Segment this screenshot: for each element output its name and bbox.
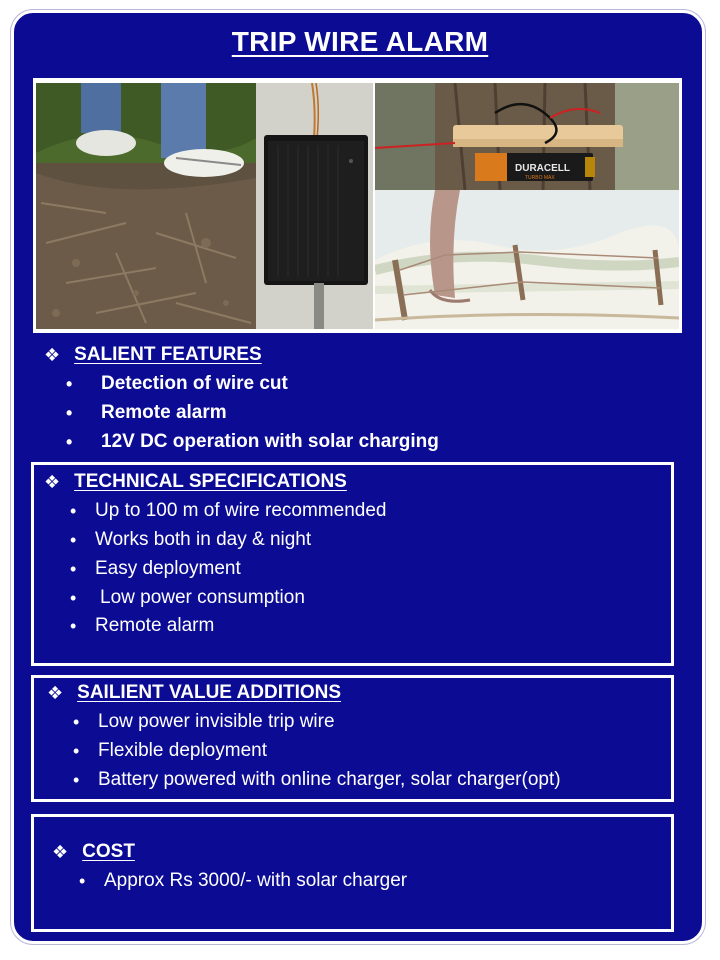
dot-bullet-icon: •: [66, 431, 73, 452]
list-item-text: Easy deployment: [95, 558, 241, 579]
list-item: [70, 529, 311, 551]
list-item: [66, 402, 227, 424]
value-additions-heading: SAILIENT VALUE ADDITIONS: [77, 682, 342, 703]
list-item: [73, 769, 561, 791]
section-heading-technical-specifications: [44, 471, 347, 493]
photo-foot-trail: [36, 83, 256, 329]
dot-bullet-icon: •: [70, 558, 77, 579]
list-item: [70, 587, 305, 609]
dot-bullet-icon: •: [66, 402, 73, 423]
list-item-text: Works both in day & night: [95, 529, 312, 550]
list-item-text: Detection of wire cut: [101, 373, 288, 394]
dot-bullet-icon: •: [66, 373, 73, 394]
diamond-bullet-icon: ❖: [44, 344, 61, 365]
list-item-text: Battery powered with online charger, solar charger(opt): [98, 769, 561, 790]
list-item-text: Approx Rs 3000/- with solar charger: [104, 870, 408, 891]
dot-bullet-icon: •: [73, 711, 80, 732]
list-item: [70, 500, 386, 522]
dot-bullet-icon: •: [73, 769, 80, 790]
dot-bullet-icon: •: [70, 529, 77, 550]
battery-brand-label: DURACELL: [515, 163, 570, 174]
salient-features-heading: SALIENT FEATURES: [74, 344, 262, 365]
list-item: [70, 558, 241, 580]
page-title: TRIP WIRE ALARM: [231, 26, 489, 57]
photo-collage: [33, 78, 682, 333]
dot-bullet-icon: •: [73, 740, 80, 761]
list-item-text: Remote alarm: [101, 402, 227, 423]
dot-bullet-icon: •: [70, 500, 77, 521]
dot-bullet-icon: •: [79, 870, 86, 891]
list-item-text: Low power invisible trip wire: [98, 711, 335, 732]
diamond-bullet-icon: ❖: [44, 471, 61, 492]
diamond-bullet-icon: ❖: [52, 841, 69, 862]
photo-alarm-device: [256, 83, 373, 329]
list-item-text: Flexible deployment: [98, 740, 267, 761]
list-item: [70, 615, 214, 637]
photo-clothespin-battery: [375, 83, 679, 190]
list-item-text: Low power consumption: [100, 587, 305, 608]
diamond-bullet-icon: ❖: [47, 682, 64, 703]
section-heading-value-additions: [47, 682, 341, 704]
list-item: [73, 740, 267, 762]
list-item: [79, 870, 407, 892]
dot-bullet-icon: •: [70, 587, 77, 608]
technical-specifications-heading: TECHNICAL SPECIFICATIONS: [74, 471, 347, 492]
section-heading-salient-features: [44, 344, 262, 366]
list-item: [66, 373, 288, 395]
list-item: [66, 431, 439, 453]
photo-tripwire-sketch: [375, 190, 679, 329]
list-item-text: Remote alarm: [95, 615, 215, 636]
dot-bullet-icon: •: [70, 615, 77, 636]
list-item: [73, 711, 335, 733]
list-item-text: Up to 100 m of wire recommended: [95, 500, 387, 521]
cost-heading: COST: [82, 841, 135, 862]
battery-sub-label: TURBO MAX: [525, 175, 555, 181]
section-heading-cost: [52, 841, 135, 863]
list-item-text: 12V DC operation with solar charging: [101, 431, 439, 452]
